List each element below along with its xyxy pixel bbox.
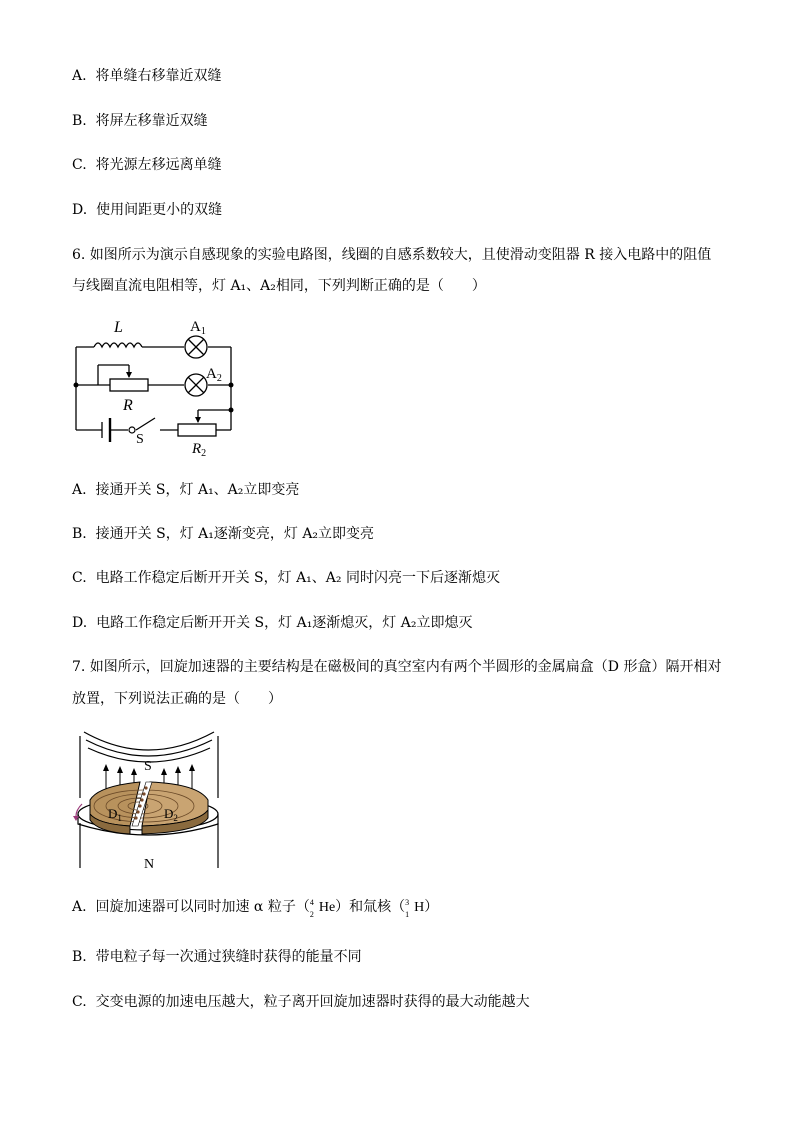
option-letter: B. — [72, 526, 87, 542]
option-letter: C. — [72, 570, 87, 586]
option-text: ）和氚核（ — [335, 899, 406, 915]
q6-option-c — [72, 568, 500, 588]
q6-option-d — [72, 613, 472, 633]
q5-option-d — [72, 200, 222, 220]
q7-stem-line1: 7. 如图所示，回旋加速器的主要结构是在磁极间的真空室内有两个半圆形的金属扁盒（D 形盒）隔开相对 — [72, 659, 722, 675]
option-text: 接通开关 S，灯 A₁逐渐变亮，灯 A₂立即变亮 — [95, 526, 375, 542]
q5-option-c — [72, 155, 222, 175]
lamp1-label: $A_1$ — [190, 319, 206, 337]
option-letter: A. — [72, 482, 87, 498]
q6-option-a — [72, 480, 299, 500]
inductor-label: L — [114, 319, 123, 336]
q6-stem-line1: 6. 如图所示为演示自感现象的实验电路图，线圈的自感系数较大，且使滑动变阻器 R 接入电路中的阻值 — [72, 247, 712, 263]
option-letter: D. — [72, 615, 88, 631]
option-letter: C. — [72, 994, 87, 1010]
tritium-isotope: 3 1 H — [405, 898, 425, 919]
q7-option-a — [72, 897, 438, 918]
option-text: 将光源左移远离单缝 — [95, 157, 222, 173]
q7-stem-line2: 放置，下列说法正确的是（ ） — [72, 691, 282, 707]
option-letter: B. — [72, 949, 87, 965]
q7-option-c — [72, 992, 530, 1012]
option-text: ） — [424, 899, 439, 915]
q6-stem-line2: 与线圈直流电阻相等，灯 A₁、A₂相同，下列判断正确的是（ ） — [72, 278, 486, 294]
option-letter: C. — [72, 157, 87, 173]
option-text: 将屏左移靠近双缝 — [95, 113, 208, 129]
option-letter: A. — [72, 68, 87, 84]
rheostat-label: R — [123, 397, 133, 414]
q6-option-b — [72, 524, 374, 544]
option-text: 将单缝右移靠近双缝 — [95, 68, 222, 84]
pole-s-label: S — [144, 759, 152, 774]
q5-option-b — [72, 111, 208, 131]
dee1-label: $D_1$ — [108, 806, 122, 823]
option-text: 交变电源的加速电压越大，粒子离开回旋加速器时获得的最大动能越大 — [95, 994, 530, 1010]
switch-label: S — [136, 432, 144, 447]
option-text: 使用间距更小的双缝 — [96, 202, 223, 218]
helium-isotope: 4 2 He — [309, 898, 336, 919]
option-text: 带电粒子每一次通过狭缝时获得的能量不同 — [95, 949, 362, 965]
option-letter: B. — [72, 113, 87, 129]
option-letter: D. — [72, 202, 88, 218]
cyclotron-diagram — [68, 728, 228, 873]
q5-option-a — [72, 66, 221, 86]
option-text: 电路工作稳定后断开开关 S，灯 A₁逐渐熄灭，灯 A₂立即熄灭 — [96, 615, 473, 631]
circuit-diagram — [70, 312, 245, 462]
option-text: 接通开关 S，灯 A₁、A₂立即变亮 — [95, 482, 300, 498]
option-letter: A. — [72, 899, 87, 915]
option-text: 回旋加速器可以同时加速 α 粒子（ — [95, 899, 310, 915]
lamp2-label: $A_2$ — [206, 366, 222, 384]
rheostat2-label: $R_2$ — [192, 441, 207, 459]
q7-option-b — [72, 947, 362, 967]
dee2-label: $D_2$ — [164, 806, 178, 823]
option-text: 电路工作稳定后断开开关 S，灯 A₁、A₂ 同时闪亮一下后逐渐熄灭 — [95, 570, 500, 586]
pole-n-label: N — [144, 857, 155, 872]
